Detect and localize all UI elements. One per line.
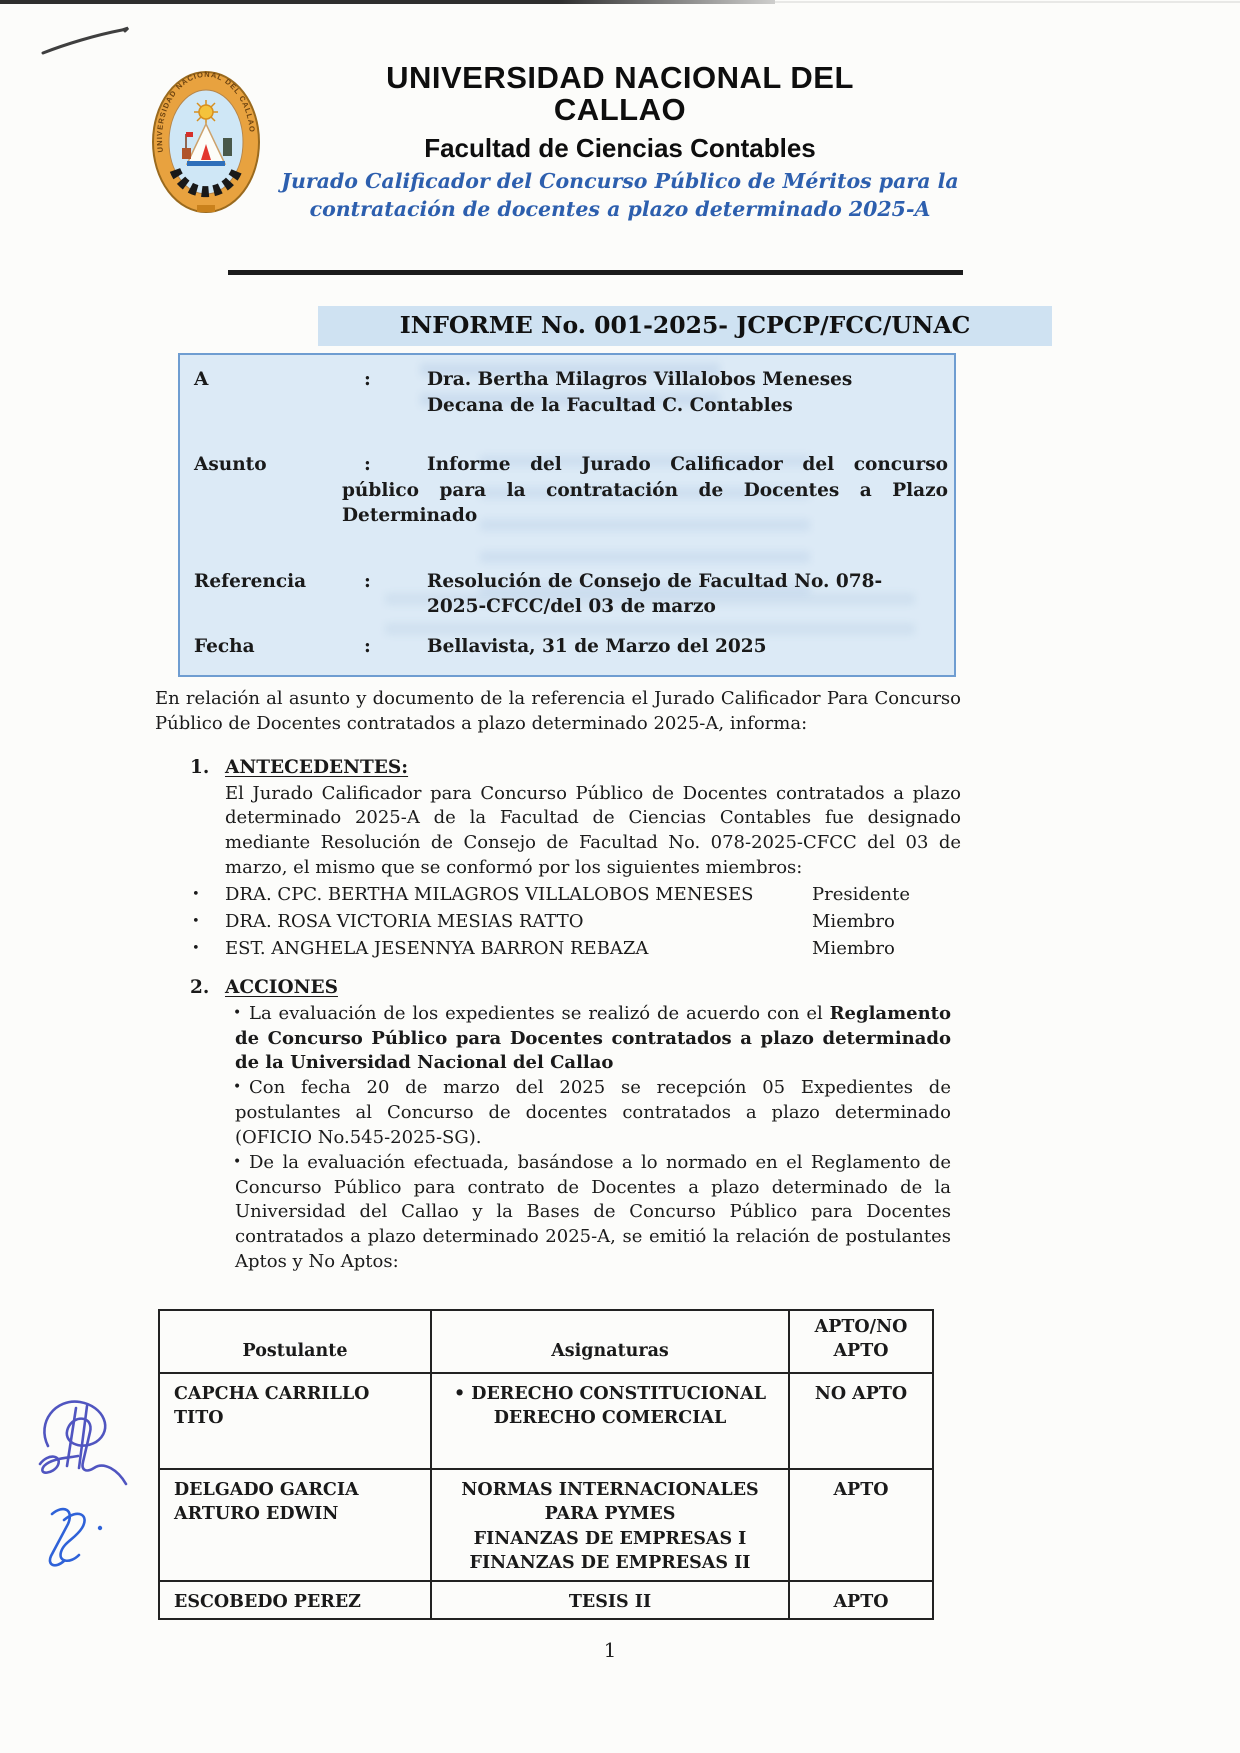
asignatura-line: PARA PYMES [544, 1504, 676, 1525]
info-fields [180, 367, 954, 659]
field-value [427, 569, 954, 620]
asignatura-line: FINANZAS DE EMPRESAS II [469, 1553, 751, 1574]
field-label: Asunto [194, 454, 267, 476]
table-row [159, 1581, 933, 1620]
asignatura-line: FINANZAS DE EMPRESAS I [473, 1528, 747, 1549]
table-body [159, 1373, 933, 1620]
resultado-cell: APTO [789, 1581, 933, 1620]
asignaturas-cell [431, 1469, 789, 1581]
section-acciones-heading [190, 975, 961, 1002]
action-bullet-text [235, 1151, 951, 1275]
jury-member-row [192, 881, 961, 908]
jury-member-row [192, 935, 961, 962]
member-role: Miembro [812, 910, 895, 932]
field-row-fecha [180, 634, 954, 660]
field-value [342, 452, 954, 529]
field-row-a [180, 367, 954, 418]
member-role: Presidente [812, 883, 911, 905]
member-name: DRA. CPC. BERTHA MILAGROS VILLALOBOS MENESES [225, 883, 754, 905]
field-label: Fecha [194, 635, 255, 657]
asignaturas-cell [431, 1581, 789, 1620]
pen-stroke-mark [38, 22, 134, 60]
asignatura-line: NORMAS INTERNACIONALES [461, 1479, 759, 1500]
bullet-marker: • [233, 1079, 242, 1096]
table-column-header: Postulante [159, 1310, 431, 1373]
resultado-cell: APTO [789, 1469, 933, 1581]
field-colon: : [364, 570, 371, 592]
field-colon: : [364, 454, 371, 476]
acciones-bullets [155, 1002, 961, 1275]
university-name-line: CALLAO [553, 92, 687, 128]
member-name: DRA. ROSA VICTORIA MESIAS RATTO [225, 910, 584, 932]
document-header [0, 62, 1240, 223]
postulante-line: CAPCHA CARRILLO TITO [174, 1383, 370, 1429]
field-colon: : [364, 635, 371, 657]
field-value-line: Decana de la Facultad C. Contables [427, 394, 793, 416]
jury-member-row [192, 908, 961, 935]
table-row [159, 1373, 933, 1469]
jury-subtitle-line: Jurado Calificador del Concurso Público de Méritos para la [281, 169, 959, 194]
field-label: A [194, 369, 209, 390]
bullet-marker: • [233, 1004, 242, 1021]
postulante-cell [159, 1469, 431, 1581]
jury-subtitle-line: contratación de docentes a plazo determinado 2025-A [309, 196, 931, 221]
action-bullet-text [235, 1002, 951, 1076]
bullet-marker: • [233, 1153, 242, 1170]
jury-subtitle [250, 168, 990, 222]
section-number: 2. [190, 976, 210, 998]
table-header-row [159, 1310, 933, 1373]
asignatura-line: DERECHO COMERCIAL [493, 1408, 727, 1429]
report-title: INFORME No. 001-2025- JCPCP/FCC/UNAC [318, 306, 1052, 346]
field-value-line: público para la contratación de Docentes a Plazo [342, 479, 948, 501]
unac-university-seal-logo [146, 64, 266, 216]
postulantes-results-table [158, 1309, 934, 1621]
section-antecedentes-heading [190, 755, 961, 782]
action-bullet-item [233, 1076, 961, 1150]
members-list [155, 881, 961, 962]
bullet-text-segment: Con fecha 20 de marzo del 2025 se recepción 05 Expedientes de postulantes al Concurso de docentes contratados a plazo determinado (OFICIO No.545-2025-SG). [235, 1077, 951, 1148]
field-value [427, 634, 954, 660]
handwritten-signature-1 [28, 1388, 132, 1496]
postulante-line: ARTURO EDWIN [174, 1504, 339, 1525]
faculty-name: Facultad de Ciencias Contables [424, 133, 816, 164]
page-number: 1 [603, 1638, 617, 1662]
table-row [159, 1469, 933, 1581]
bullet-text-segment: Reglamento de Concurso Público para Docentes contratados a plazo determinado de la Universidad Nacional del Callao [235, 1002, 951, 1074]
university-name-line: UNIVERSIDAD NACIONAL DEL [386, 60, 854, 95]
bullet-marker: • [192, 886, 200, 902]
postulante-cell [159, 1373, 431, 1469]
asignatura-line: TESIS II [568, 1591, 652, 1612]
action-bullet-item [233, 1002, 961, 1076]
header-divider-rule [228, 270, 963, 275]
field-row-referencia [180, 569, 954, 620]
report-info-box [178, 353, 956, 677]
table-column-header: Asignaturas [431, 1310, 789, 1373]
bullet-text-segment: La evaluación de los expedientes se realizó de acuerdo con el [249, 1002, 830, 1024]
field-value-line: Informe del Jurado Calificador del concurso [427, 454, 948, 476]
section-title: ANTECEDENTES: [225, 756, 409, 778]
table-column-header: APTO/NO APTO [789, 1310, 933, 1373]
asignaturas-cell [431, 1373, 789, 1469]
logo-ring-text: UNIVERSIDAD NACIONAL DEL CALLAO [154, 69, 257, 153]
antecedentes-paragraph: El Jurado Calificador para Concurso Público de Docentes contratados a plazo determinado 2025-A de la Facultad de Ciencias Contables fue designado mediante Resolución de Consejo de Facultad No. 078-2025-CFCC del 03 de marzo, el mismo que se conformó por los siguientes miembros: [225, 782, 961, 879]
field-value [427, 367, 954, 418]
bullet-marker: • [192, 913, 200, 929]
field-value-line: 2025-CFCC/del 03 de marzo [427, 596, 716, 618]
field-value-line: Resolución de Consejo de Facultad No. 078- [427, 570, 883, 592]
header-text-block [250, 62, 990, 223]
field-colon: : [364, 369, 371, 390]
asignatura-line: • DERECHO CONSTITUCIONAL [453, 1383, 766, 1404]
field-value-line: Determinado [342, 505, 478, 527]
resultado-cell: NO APTO [789, 1373, 933, 1469]
field-row-asunto [180, 452, 954, 529]
bullet-marker: • [192, 940, 200, 956]
postulante-cell [159, 1581, 431, 1620]
section-title: ACCIONES [225, 976, 338, 998]
document-body [155, 306, 971, 1620]
postulante-line: ESCOBEDO PEREZ [174, 1591, 361, 1612]
bullet-text-segment: De la evaluación efectuada, basándose a lo normado en el Reglamento de Concurso Público para contrato de Docentes a plazo determinado de la Universidad del Callao y la Bases de Concurso Público para Docentes contratados a plazo determinado 2025-A, se emitió la relación de postulantes Aptos y No Aptos: [235, 1151, 951, 1272]
postulante-line: DELGADO GARCIA [174, 1479, 359, 1500]
field-value-line: Dra. Bertha Milagros Villalobos Meneses [427, 369, 853, 390]
university-name [250, 62, 990, 126]
handwritten-signature-2 [36, 1502, 116, 1572]
field-label: Referencia [194, 570, 307, 592]
section-number: 1. [190, 756, 210, 778]
scan-top-edge-artifact-light [775, 1, 1240, 3]
field-value-line: Bellavista, 31 de Marzo del 2025 [427, 635, 767, 657]
member-name: EST. ANGHELA JESENNYA BARRON REBAZA [225, 937, 649, 959]
scan-top-edge-artifact [0, 0, 775, 4]
action-bullet-text [235, 1076, 951, 1150]
intro-paragraph: En relación al asunto y documento de la referencia el Jurado Calificador Para Concurso Público de Docentes contratados a plazo determinado 2025-A, informa: [155, 688, 961, 734]
member-role: Miembro [812, 937, 895, 959]
action-bullet-item [233, 1151, 961, 1275]
